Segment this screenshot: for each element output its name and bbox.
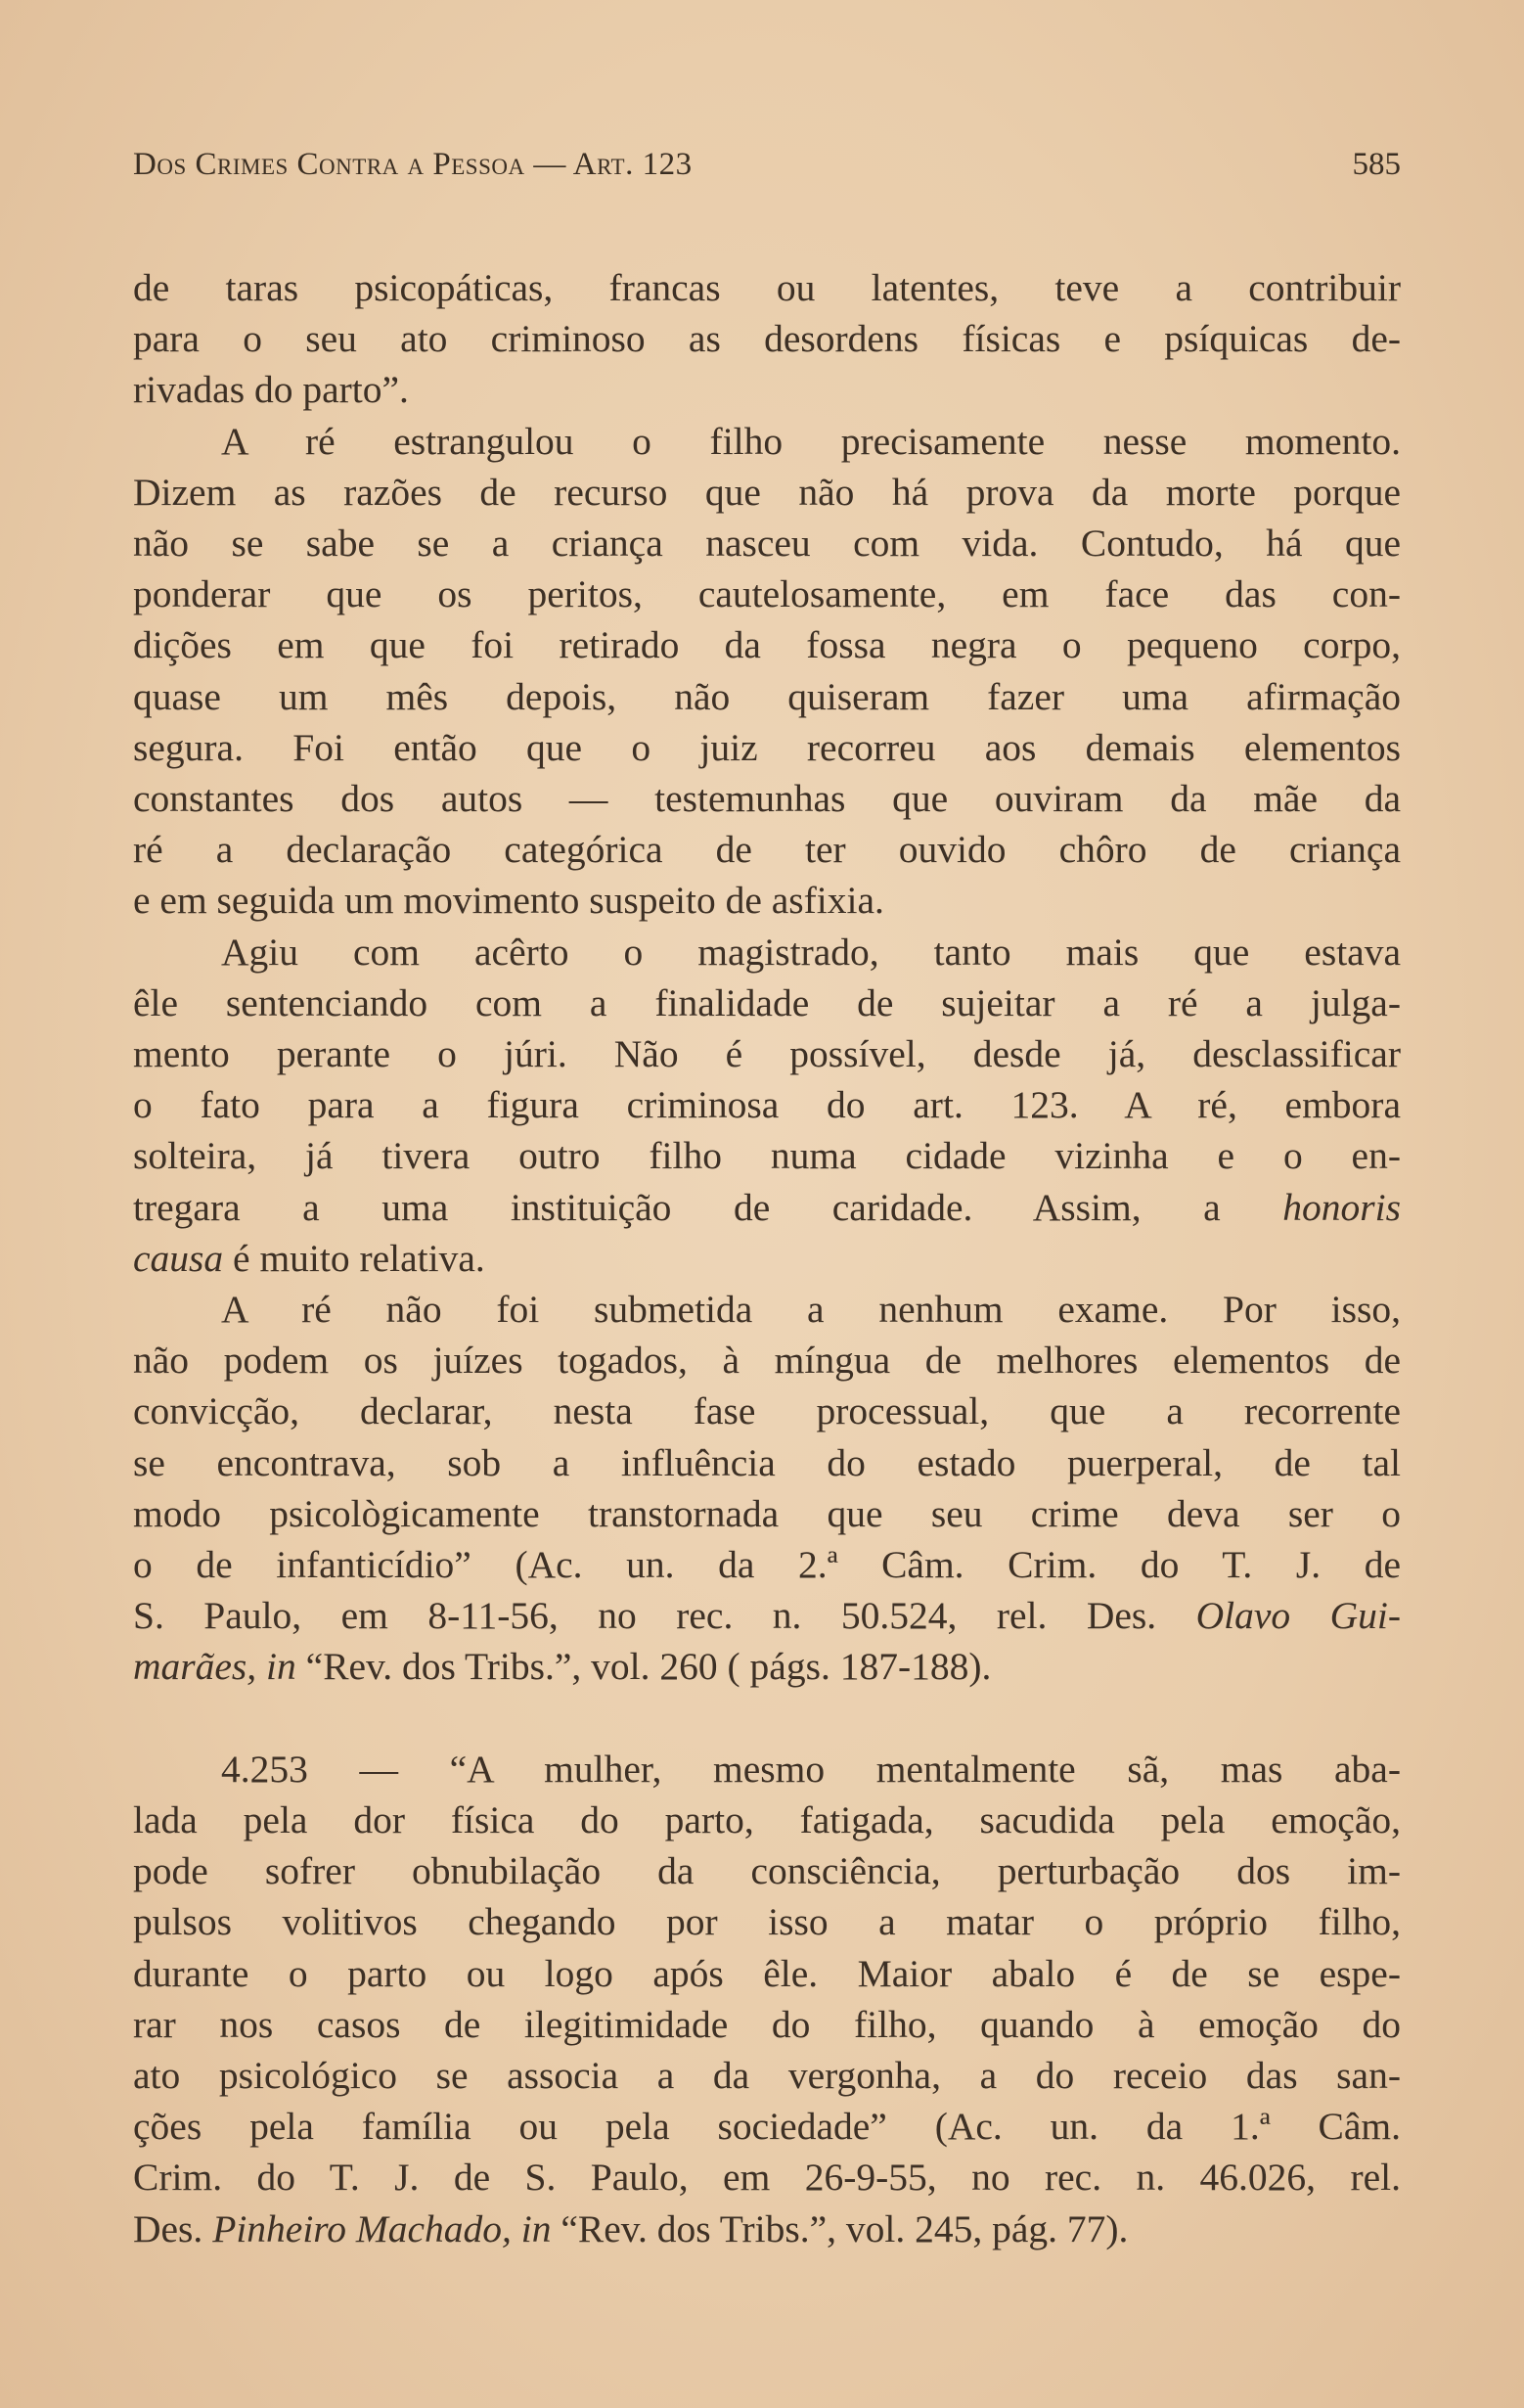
text-line: dições em que foi retirado da fossa negra o pequeno corpo, xyxy=(133,623,1401,667)
text-line: o fato para a figura criminosa do art. 123. A ré, embora xyxy=(133,1083,1401,1127)
body-text xyxy=(133,262,1401,2254)
text-line: ato psicológico se associa a da vergonha, a do receio das san- xyxy=(133,2053,1401,2097)
page-header xyxy=(133,147,1401,196)
paragraph-5 xyxy=(133,1744,1401,2254)
text-run: é muito relativa. xyxy=(223,1236,485,1280)
text-line: ponderar que os peritos, cautelosamente, em face das con- xyxy=(133,572,1401,616)
text-line: não se sabe se a criança nasceu com vida. Contudo, há que xyxy=(133,522,1401,566)
text-line: êle sentenciando com a finalidade de sujeitar a ré a julga- xyxy=(133,980,1401,1024)
text-line-with-italic xyxy=(133,2204,1401,2254)
text-line: modo psicològicamente transtornada que seu crime deva ser o xyxy=(133,1491,1401,1535)
text-line: ré a declaração categórica de ter ouvido chôro de criança xyxy=(133,828,1401,872)
text-line: quase um mês depois, não quiseram fazer uma afirmação xyxy=(133,674,1401,718)
paragraph-1 xyxy=(133,262,1401,416)
text-line: de taras psicopáticas, francas ou latentes, teve a contribuir xyxy=(133,266,1401,309)
text-run: “Rev. dos Tribs.”, vol. 260 ( págs. 187-188). xyxy=(295,1645,992,1689)
text-line: A ré estrangulou o filho precisamente nesse momento. xyxy=(221,419,1401,463)
paragraph-2 xyxy=(133,416,1401,927)
text-line: solteira, já tivera outro filho numa cidade vizinha e o en- xyxy=(133,1134,1401,1178)
text-run: “Rev. dos Tribs.”, vol. 245, pág. 77). xyxy=(551,2206,1129,2250)
text-line: durante o parto ou logo após êle. Maior abalo é de se espe- xyxy=(133,1951,1401,1995)
text-line: convicção, declarar, nesta fase processual, que a recorrente xyxy=(133,1389,1401,1433)
text-line: Agiu com acêrto o magistrado, tanto mais que estava xyxy=(221,930,1401,974)
text-run: S. Paulo, em 8-11-56, no rec. n. 50.524, rel. Des. xyxy=(133,1594,1196,1638)
text-line: Crim. do T. J. de S. Paulo, em 26-9-55, no rec. n. 46.026, rel. xyxy=(133,2156,1401,2200)
italic-name: Pinheiro Machado, in xyxy=(212,2206,552,2250)
italic-term: honoris xyxy=(1282,1185,1401,1229)
text-run: tregara a uma instituição de caridade. Assim, a xyxy=(133,1185,1283,1229)
text-line: constantes dos autos — testemunhas que ouviram da mãe da xyxy=(133,777,1401,821)
text-line: rar nos casos de ilegitimidade do filho, quando à emoção do xyxy=(133,2002,1401,2046)
text-line-with-italic xyxy=(133,1233,1401,1284)
text-line: se encontrava, sob a influência do estado puerperal, de tal xyxy=(133,1440,1401,1484)
text-line: mento perante o júri. Não é possível, desde já, desclassificar xyxy=(133,1032,1401,1076)
page-number: 585 xyxy=(1352,147,1401,182)
text-line: 4.253 — “A mulher, mesmo mentalmente sã, mas aba- xyxy=(221,1747,1401,1791)
text-line: A ré não foi submetida a nenhum exame. Por isso, xyxy=(221,1288,1401,1332)
text-line-with-italic xyxy=(133,1182,1401,1233)
text-line-with-italic xyxy=(133,1641,1401,1692)
text-line: Dizem as razões de recurso que não há prova da morte porque xyxy=(133,470,1401,514)
paragraph-gap xyxy=(133,1693,1401,1744)
italic-term: causa xyxy=(133,1236,224,1280)
italic-name: Olavo Gui- xyxy=(1195,1594,1401,1638)
paragraph-4 xyxy=(133,1284,1401,1693)
text-line: rivadas do parto”. xyxy=(133,368,409,412)
text-line: para o seu ato criminoso as desordens físicas e psíquicas de- xyxy=(133,317,1401,361)
paragraph-3 xyxy=(133,927,1401,1284)
text-line: pulsos volitivos chegando por isso a matar o próprio filho, xyxy=(133,1900,1401,1944)
text-line: lada pela dor física do parto, fatigada, sacudida pela emoção, xyxy=(133,1797,1401,1841)
text-line: segura. Foi então que o juiz recorreu aos demais elementos xyxy=(133,725,1401,769)
text-line: não podem os juízes togados, à míngua de melhores elementos de xyxy=(133,1339,1401,1383)
text-line-with-italic xyxy=(133,1590,1401,1641)
text-run: Des. xyxy=(133,2206,213,2250)
text-line: o de infanticídio” (Ac. un. da 2.ª Câm. Crim. do T. J. de xyxy=(133,1543,1401,1587)
text-line: ções pela família ou pela sociedade” (Ac. un. da 1.ª Câm. xyxy=(133,2105,1401,2149)
text-line: pode sofrer obnubilação da consciência, perturbação dos im- xyxy=(133,1849,1401,1893)
text-line: e em seguida um movimento suspeito de asfixia. xyxy=(133,879,884,923)
running-head: Dos Crimes Contra a Pessoa — Art. 123 xyxy=(133,147,693,182)
italic-name: marães, in xyxy=(133,1645,296,1689)
